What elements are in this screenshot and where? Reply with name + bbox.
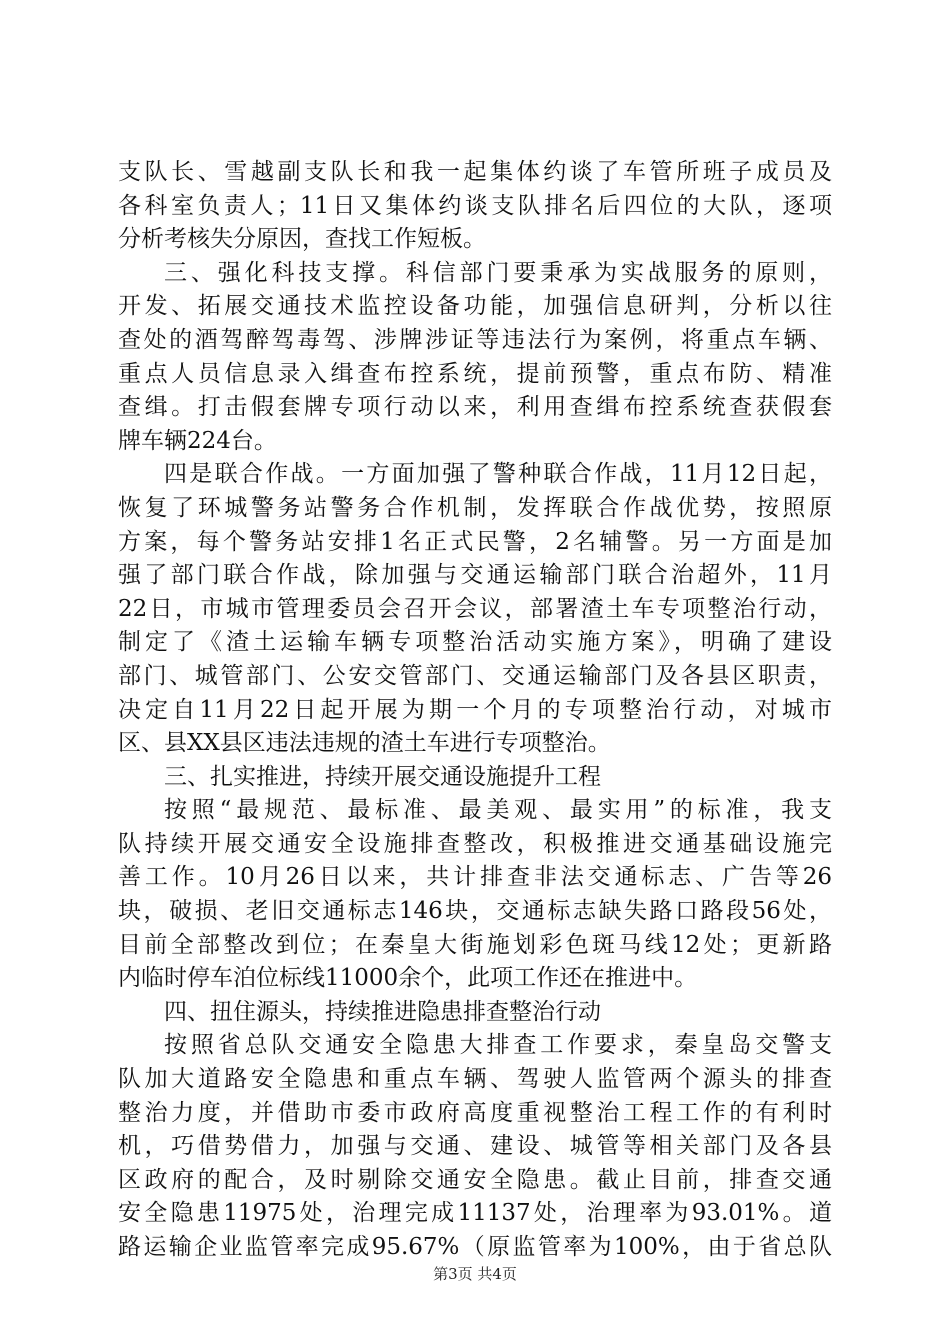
text-line: 22日，市城市管理委员会召开会议，部署渣土车专项整治行动， — [118, 595, 832, 622]
text-line: 分析考核失分原因，查找工作短板。 — [118, 226, 486, 253]
text-line: 三、强化科技支撑。科信部门要秉承为实战服务的原则， — [164, 259, 832, 286]
text-line: 块，破损、老旧交通标志146块，交通标志缺失路口路段56处， — [118, 898, 832, 925]
text-line: 三、扎实推进，持续开展交通设施提升工程 — [164, 763, 601, 790]
text-line: 四是联合作战。一方面加强了警种联合作战，11月12日起， — [164, 461, 832, 488]
text-line: 决定自11月22日起开展为期一个月的专项整治行动，对城市 — [118, 696, 832, 723]
text-line: 恢复了环城警务站警务合作机制，发挥联合作战优势，按照原 — [118, 494, 832, 521]
text-line: 内临时停车泊位标线11000余个，此项工作还在推进中。 — [118, 965, 698, 992]
text-line: 按照“最规范、最标准、最美观、最实用”的标准，我支 — [164, 797, 832, 824]
text-line: 机，巧借势借力，加强与交通、建设、城管等相关部门及各县 — [118, 1133, 832, 1160]
text-line: 按照省总队交通安全隐患大排查工作要求，秦皇岛交警支 — [164, 1032, 832, 1059]
text-line: 善工作。10月26日以来，共计排查非法交通标志、广告等26 — [118, 864, 832, 891]
text-line: 开发、拓展交通技术监控设备功能，加强信息研判，分析以往 — [118, 293, 832, 320]
text-line: 查处的酒驾醉驾毒驾、涉牌涉证等违法行为案例，将重点车辆、 — [118, 326, 832, 353]
text-line: 区、县XX县区违法违规的渣土车进行专项整治。 — [118, 730, 611, 757]
body-text — [118, 156, 832, 1265]
text-line: 查缉。打击假套牌专项行动以来，利用查缉布控系统查获假套 — [118, 394, 832, 421]
text-line: 牌车辆224台。 — [118, 427, 277, 454]
text-line: 支队长、雪越副支队长和我一起集体约谈了车管所班子成员及 — [118, 159, 832, 185]
text-line: 方案，每个警务站安排1名正式民警，2名辅警。另一方面是加 — [118, 528, 832, 555]
text-line: 制定了《渣土运输车辆专项整治活动实施方案》，明确了建设 — [118, 629, 832, 656]
text-line: 路运输企业监管率完成95.67%（原监管率为100%，由于省总队 — [118, 1234, 832, 1260]
text-line: 安全隐患11975处，治理完成11137处，治理率为93.01%。道 — [118, 1200, 832, 1227]
text-line: 队持续开展交通安全设施排查整改，积极推进交通基础设施完 — [118, 830, 832, 857]
text-line: 强了部门联合作战，除加强与交通运输部门联合治超外，11月 — [118, 562, 832, 589]
text-line: 队加大道路安全隐患和重点车辆、驾驶人监管两个源头的排查 — [118, 1066, 832, 1093]
text-line: 目前全部整改到位；在秦皇大街施划彩色斑马线12处；更新路 — [118, 931, 832, 958]
text-line: 整治力度，并借助市委市政府高度重视整治工程工作的有利时 — [118, 1099, 832, 1126]
text-line: 部门、城管部门、公安交管部门、交通运输部门及各县区职责， — [118, 662, 832, 689]
page-footer: 第3页 共4页 — [433, 1265, 517, 1283]
text-line: 区政府的配合，及时剔除交通安全隐患。截止目前，排查交通 — [118, 1166, 832, 1193]
text-line: 重点人员信息录入缉查布控系统，提前预警，重点布防、精准 — [118, 360, 832, 387]
text-line: 四、扭住源头，持续推进隐患排查整治行动 — [164, 998, 601, 1025]
text-line: 各科室负责人；11日又集体约谈支队排名后四位的大队，逐项 — [118, 192, 832, 219]
